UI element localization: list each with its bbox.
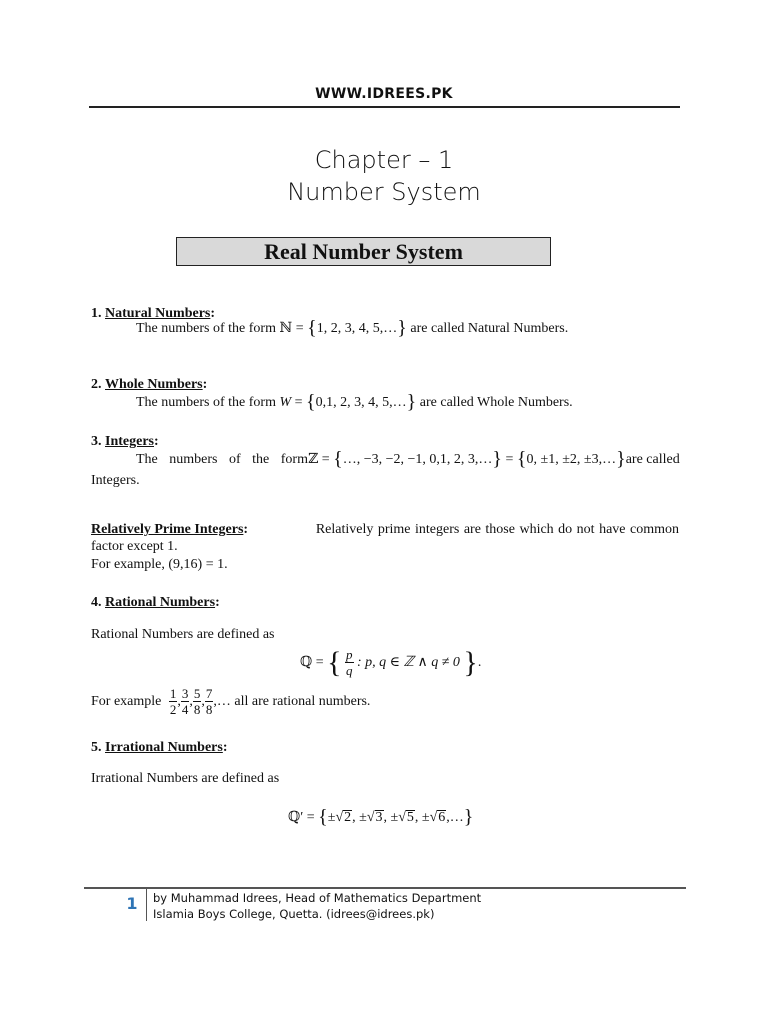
integers-continuation: Integers. bbox=[91, 473, 140, 488]
natural-numbers-definition: The numbers of the form ℕ = {1, 2, 3, 4, 5,…} are called Natural Numbers. bbox=[136, 317, 569, 339]
footer-separator bbox=[146, 889, 147, 921]
example-math: (9,16) = 1. bbox=[168, 557, 228, 572]
whole-numbers-heading: 2. Whole Numbers: bbox=[91, 377, 208, 392]
footer-divider bbox=[84, 887, 686, 889]
whole-set-math: W = {0,1, 2, 3, 4, 5,…} bbox=[279, 391, 417, 413]
rational-defined-text: Rational Numbers are defined as bbox=[91, 627, 275, 642]
whole-numbers-definition: The numbers of the form W = {0,1, 2, 3, 4, 5,…} are called Whole Numbers. bbox=[136, 391, 573, 413]
irrational-defined-text: Irrational Numbers are defined as bbox=[91, 771, 280, 786]
relatively-prime-line1: Relatively Prime Integers: Relatively prime integers are those which do not have common bbox=[91, 522, 679, 537]
natural-set-math: ℕ = {1, 2, 3, 4, 5,…} bbox=[279, 317, 407, 339]
irrational-definition-math: ℚ′ = {±√2, ±√3, ±√5, ±√6,…} bbox=[288, 806, 474, 828]
rational-numbers-heading: 4. Rational Numbers: bbox=[91, 595, 220, 610]
header-divider bbox=[89, 106, 680, 108]
relatively-prime-line2: factor except 1. bbox=[91, 539, 178, 554]
site-header: WWW.IDREES.PK bbox=[315, 86, 453, 102]
footer-author: by Muhammad Idrees, Head of Mathematics Department bbox=[153, 891, 482, 905]
footer-affiliation: Islamia Boys College, Quetta. (idrees@idrees.pk) bbox=[153, 907, 435, 921]
integers-set-math: ℤ = {…, −3, −2, −1, 0,1, 2, 3,…} = {0, ±1, ±2, ±3,…} bbox=[307, 448, 626, 470]
heading-number: 1. bbox=[91, 306, 102, 321]
rational-definition-math: ℚ = { $\frac{p}{q}$ : p, q ∈ ℤ ∧ q ≠ 0 }. bbox=[300, 646, 482, 679]
heading-text: Natural Numbers bbox=[105, 306, 211, 321]
chapter-number: Chapter – 1 bbox=[314, 146, 454, 174]
irrational-numbers-heading: 5. Irrational Numbers: bbox=[91, 740, 228, 755]
natural-numbers-heading: 1. Natural Numbers: bbox=[91, 306, 216, 321]
integers-definition: The numbers of the form ℤ = {…, −3, −2, −1, 0,1, 2, 3,…} = {0, ±1, ±2, ±3,…} are called bbox=[136, 448, 680, 470]
page-number: 1 bbox=[126, 894, 138, 913]
relatively-prime-example: For example, (9,16) = 1. bbox=[91, 557, 228, 572]
rational-example: For example $\frac{1}{2}$ , $\frac{3}{4}$ , $\frac{5}{8}$ , $\frac{7}{8}$ ,… all are rational numbers. bbox=[91, 686, 371, 717]
integers-heading: 3. Integers: bbox=[91, 434, 159, 449]
section-title-box: Real Number System bbox=[176, 237, 551, 266]
chapter-title: Number System bbox=[287, 178, 481, 206]
